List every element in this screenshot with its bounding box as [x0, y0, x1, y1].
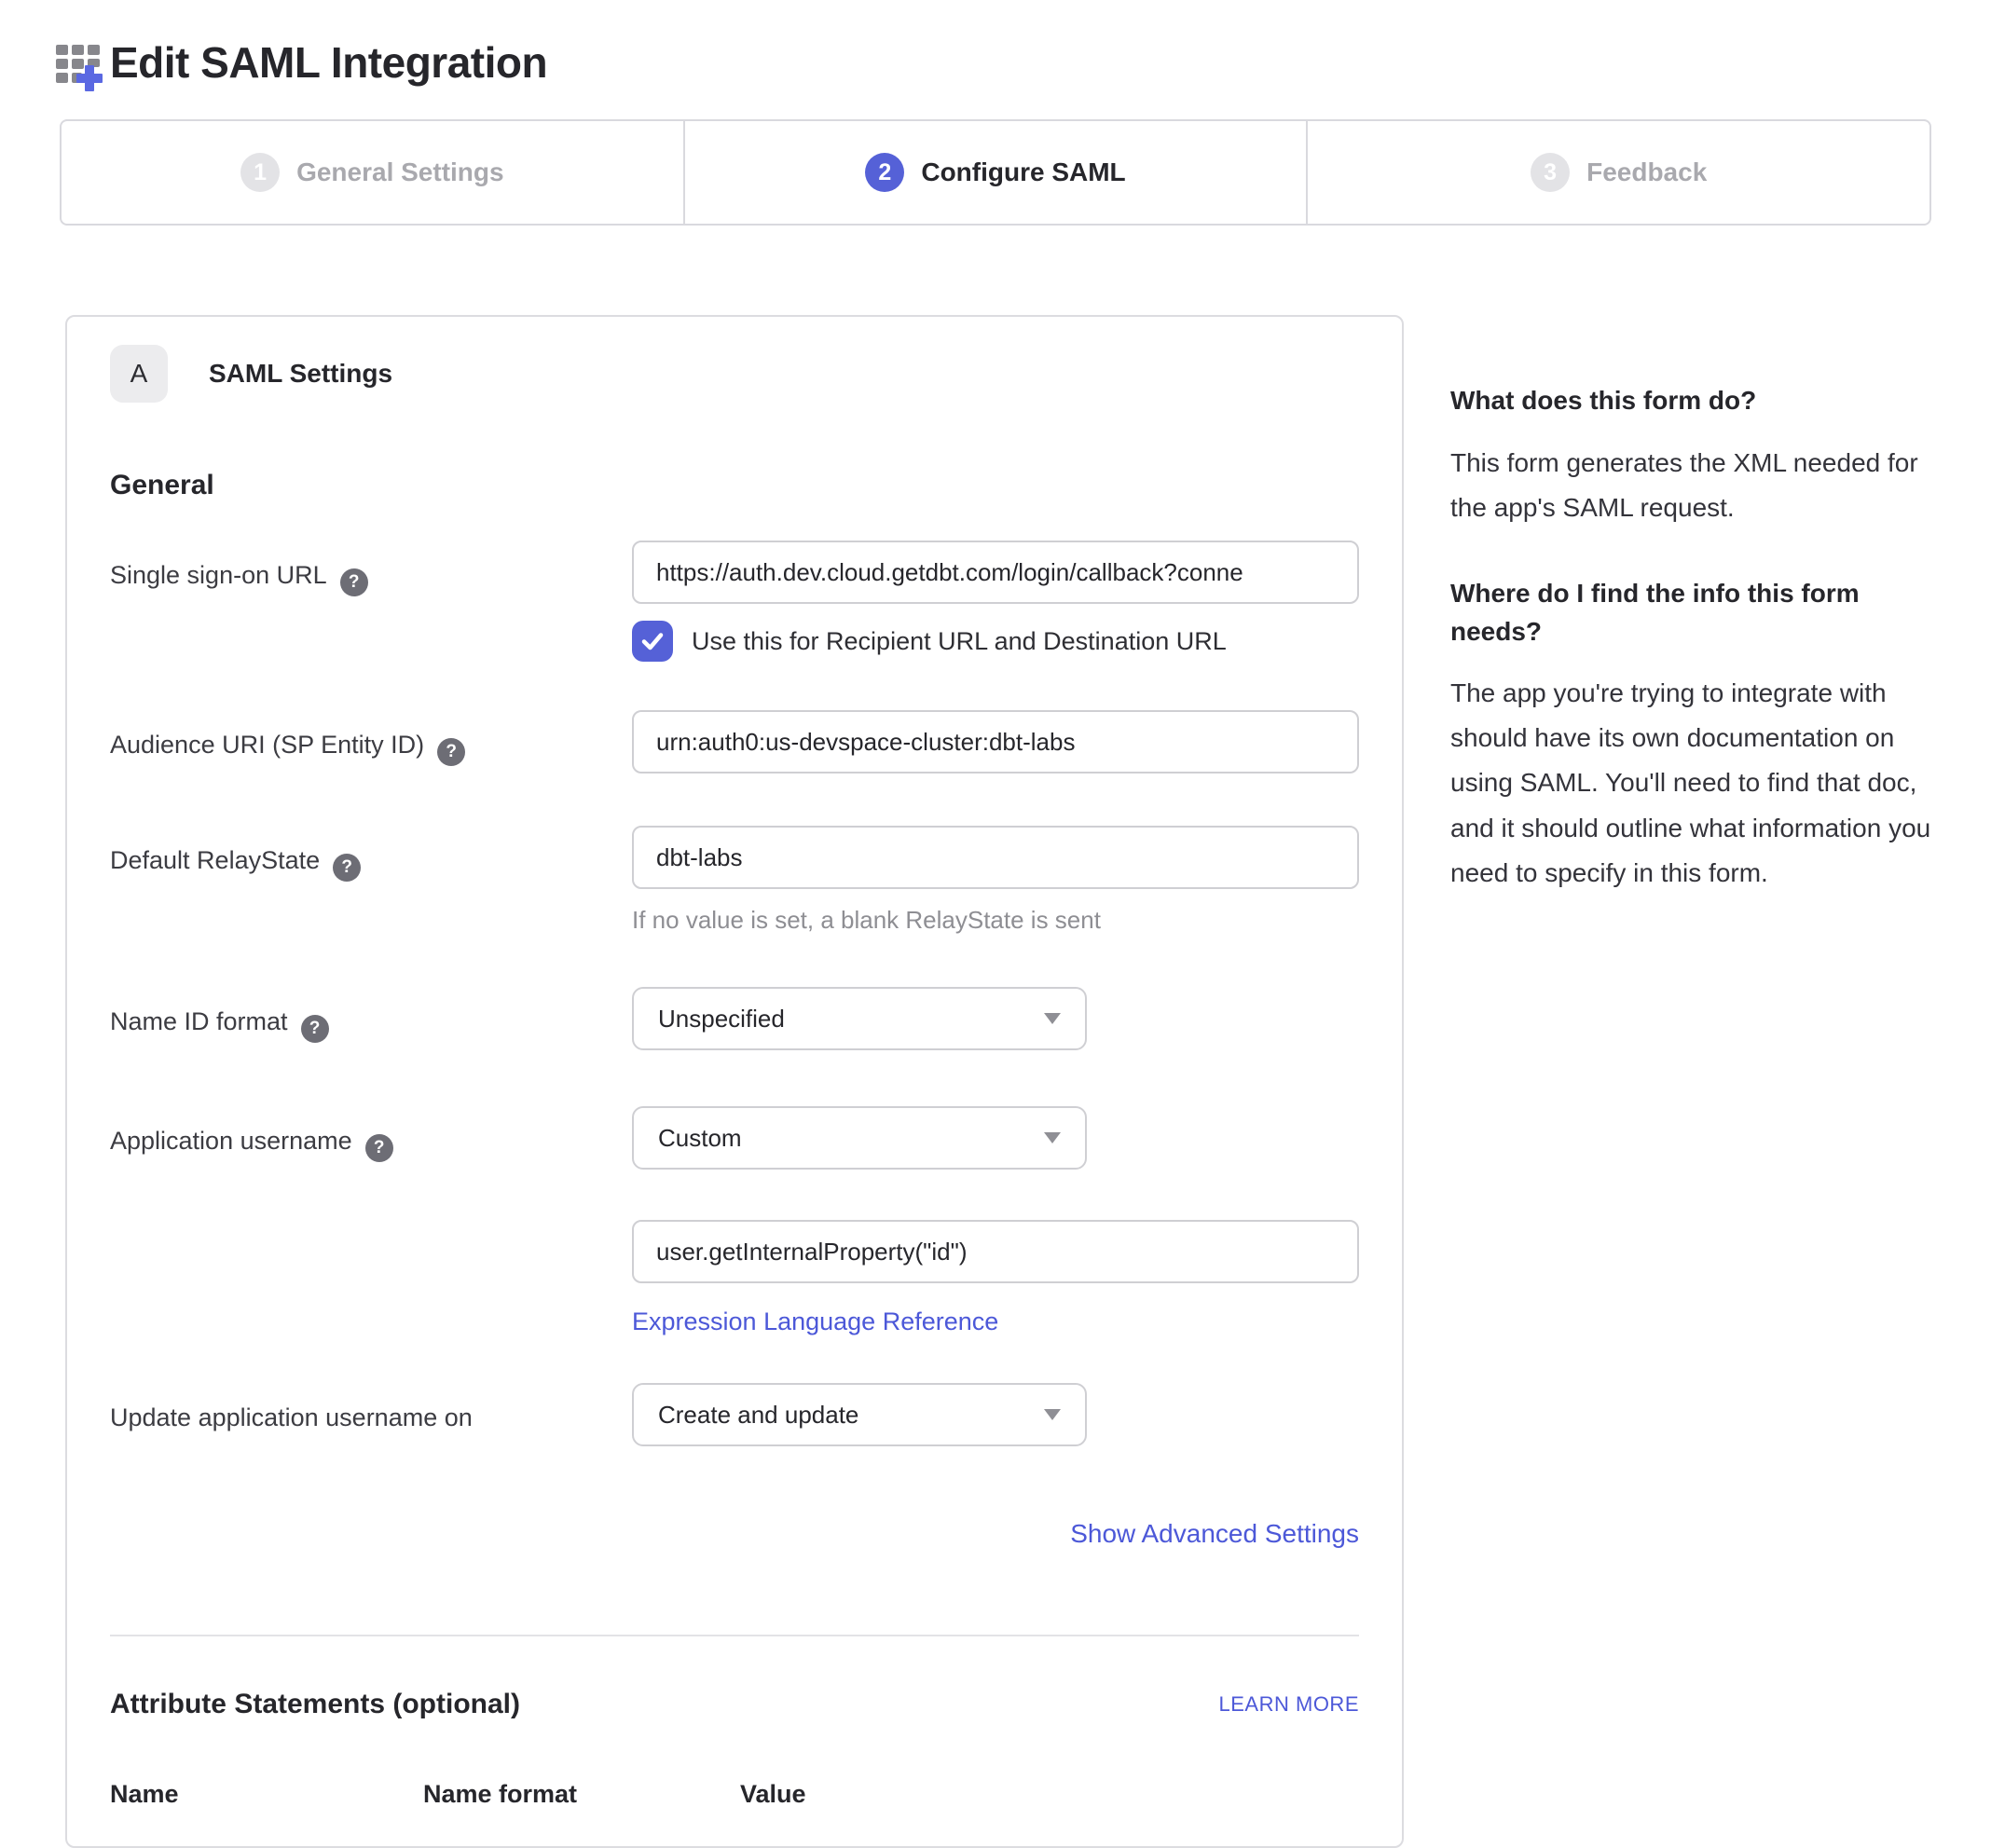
- sso-checkbox-row: [632, 621, 1359, 662]
- update-app-username-row: [110, 1383, 1359, 1446]
- sso-url-row: [110, 541, 1359, 604]
- name-id-format-label: Name ID format ?: [110, 987, 632, 1043]
- step-configure-saml[interactable]: [683, 121, 1307, 224]
- saml-app-grid-plus-icon: [54, 34, 108, 91]
- page-title: Edit SAML Integration: [110, 38, 548, 87]
- audience-uri-label: Audience URI (SP Entity ID) ?: [110, 710, 632, 766]
- audience-uri-input[interactable]: [632, 710, 1359, 773]
- section-a-badge: A: [110, 345, 168, 403]
- sso-url-help-icon[interactable]: ?: [340, 568, 368, 596]
- section-title: SAML Settings: [209, 359, 393, 388]
- step-general-settings[interactable]: [62, 121, 683, 224]
- column-header-value: Value: [740, 1780, 806, 1808]
- column-header-format: Name format: [423, 1780, 578, 1808]
- step-3-label: Feedback: [1586, 157, 1708, 186]
- main-content: [0, 315, 1991, 1848]
- custom-expression-input[interactable]: [632, 1220, 1359, 1283]
- saml-settings-card: [65, 315, 1404, 1848]
- section-header: [110, 345, 1359, 403]
- step-2-circle: 2: [865, 153, 904, 192]
- relay-state-label: Default RelayState ?: [110, 826, 632, 882]
- step-1-circle: 1: [240, 153, 280, 192]
- sidebar-question-1: What does this form do?: [1450, 386, 1757, 415]
- update-app-username-label: Update application username on: [110, 1403, 473, 1431]
- help-sidebar: [1450, 315, 1954, 896]
- general-heading: General: [110, 470, 214, 500]
- sidebar-answer-1: This form generates the XML needed for the app's SAML request.: [1450, 447, 1918, 522]
- name-id-format-help-icon[interactable]: ?: [301, 1015, 329, 1043]
- name-id-format-row: [110, 987, 1359, 1050]
- learn-more-link[interactable]: LEARN MORE: [1218, 1692, 1359, 1716]
- audience-uri-row: [110, 710, 1359, 773]
- attribute-statements-columns: [110, 1780, 1359, 1809]
- use-for-recipient-checkbox[interactable]: [632, 621, 673, 662]
- update-app-username-select[interactable]: Create and update: [632, 1383, 1087, 1446]
- section-divider: [110, 1635, 1359, 1636]
- step-3-circle: 3: [1531, 153, 1570, 192]
- sidebar-answer-2: The app you're trying to integrate with should have its own documentation on using SAML. You'll need to find that doc, and it should outline what information you need to specify in this form.: [1450, 678, 1931, 887]
- app-username-row: [110, 1106, 1359, 1336]
- chevron-down-icon: [1044, 1132, 1061, 1143]
- page-header: [0, 0, 1991, 91]
- column-header-name: Name: [110, 1780, 179, 1808]
- relay-state-helper: If no value is set, a blank RelayState is sent: [632, 906, 1101, 934]
- relay-state-input[interactable]: [632, 826, 1359, 889]
- name-id-format-select[interactable]: Unspecified: [632, 987, 1087, 1050]
- sso-url-label: Single sign-on URL ?: [110, 541, 632, 596]
- step-2-label: Configure SAML: [921, 157, 1126, 186]
- audience-uri-help-icon[interactable]: ?: [437, 738, 465, 766]
- app-username-select[interactable]: Custom: [632, 1106, 1087, 1170]
- chevron-down-icon: [1044, 1409, 1061, 1420]
- step-1-label: General Settings: [296, 157, 504, 186]
- attribute-statements-title: Attribute Statements (optional): [110, 1689, 520, 1719]
- sidebar-question-2: Where do I find the info this form needs?: [1450, 578, 1860, 646]
- wizard-steps: [60, 119, 1931, 226]
- chevron-down-icon: [1044, 1013, 1061, 1024]
- expression-language-reference-link[interactable]: Expression Language Reference: [632, 1307, 999, 1335]
- app-username-help-icon[interactable]: ?: [365, 1134, 393, 1162]
- app-username-label: Application username ?: [110, 1106, 632, 1162]
- relay-state-row: [110, 826, 1359, 935]
- sso-url-input[interactable]: [632, 541, 1359, 604]
- show-advanced-settings-link[interactable]: Show Advanced Settings: [1070, 1519, 1359, 1548]
- use-for-recipient-label: Use this for Recipient URL and Destination URL: [692, 626, 1227, 655]
- attribute-statements-header: [110, 1689, 1359, 1720]
- step-feedback[interactable]: [1306, 121, 1929, 224]
- relay-state-help-icon[interactable]: ?: [333, 854, 361, 882]
